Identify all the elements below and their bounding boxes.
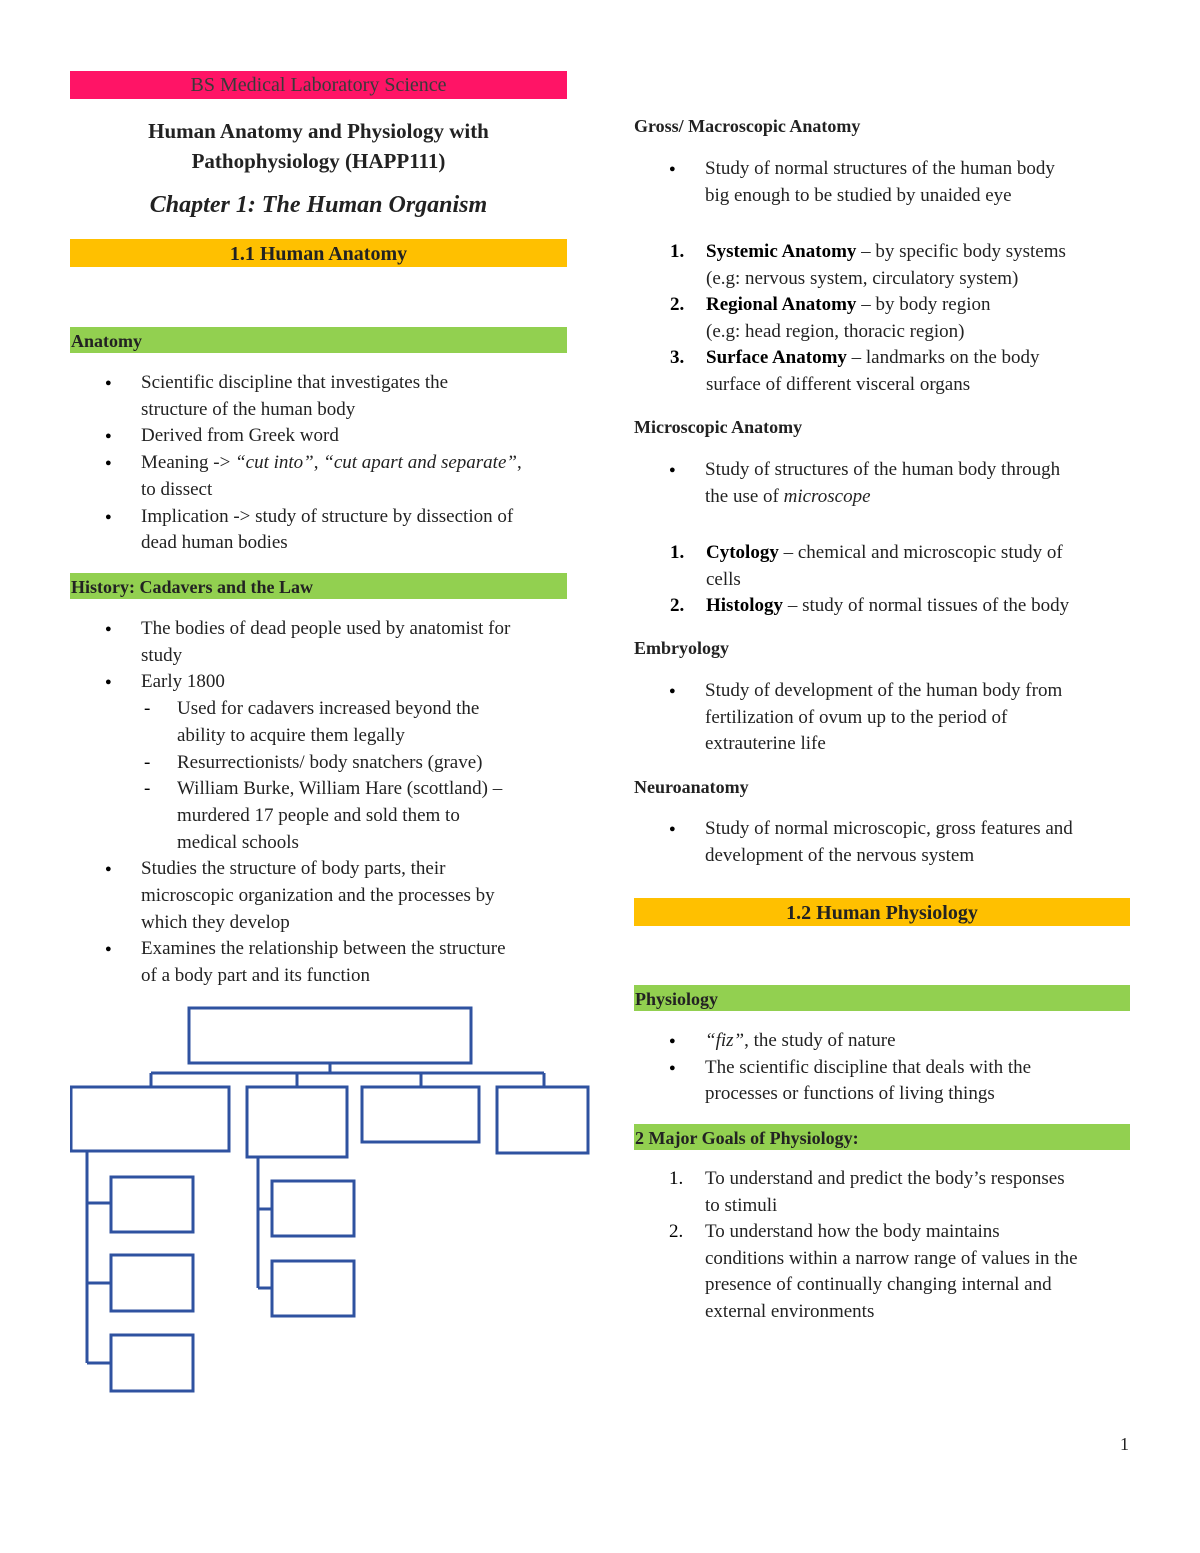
history-list [141,616,571,990]
neuroanatomy-list [705,816,1135,869]
list-item: ● “fiz”, the study of nature [705,1028,1135,1055]
list-item: - Resurrectionists/ body snatchers (grave) [177,750,571,777]
section-1-1-title: 1.1 Human Anatomy [70,239,567,267]
gross-anatomy-types [670,239,1136,398]
blank-hierarchy-diagram [70,1005,595,1400]
program-banner: BS Medical Laboratory Science [70,71,567,99]
diagram-box [497,1087,588,1153]
list-item: 1. Systemic Anatomy – by specific body systems (e.g: nervous system, circulatory system) [670,241,1066,289]
list-item: ● Studies the structure of body parts, their microscopic organization and the processes by which they develop [141,856,571,936]
list-item: 2. Regional Anatomy – by body region (e.g: head region, thoracic region) [670,294,991,342]
diagram-box [362,1087,479,1142]
gross-anatomy-heading: Gross/ Macroscopic Anatomy [634,116,861,136]
diagram-box [247,1087,347,1157]
list-item: ● Study of development of the human body from fertilization of ovum up to the period of extrauterine life [705,678,1135,758]
course-title-line2: Pathophysiology (HAPP111) [191,149,446,173]
list-item: ● Study of normal structures of the human body big enough to be studied by unaided eye [705,156,1135,209]
list-item: 3. Surface Anatomy – landmarks on the body surface of different visceral organs [670,347,1040,395]
physiology-list [705,1028,1135,1108]
list-item: - William Burke, William Hare (scottland) – murdered 17 people and sold them to medical schools [177,776,571,856]
list-item: ● Implication -> study of structure by dissection of dead human bodies [141,504,571,557]
history-heading: History: Cadavers and the Law [70,573,567,599]
list-item: ● Examines the relationship between the structure of a body part and its function [141,936,571,989]
list-item: ● Scientific discipline that investigates the structure of the human body [141,370,571,423]
physiology-heading: Physiology [634,985,1130,1011]
course-title-line1: Human Anatomy and Physiology with [148,119,489,143]
list-item: 1. To understand and predict the body’s responses to stimuli [669,1168,1065,1216]
list-item: 2. To understand how the body maintains conditions within a narrow range of values in the presence of continually changing internal and external environments [669,1221,1078,1322]
diagram-box [272,1261,354,1316]
gross-anatomy-list [705,156,1135,209]
list-item: ● The bodies of dead people used by anatomist for study [141,616,571,669]
page-number: 1 [1120,1434,1129,1454]
microscopic-anatomy-list [705,457,1135,510]
diagram-box [272,1181,354,1236]
list-item: ● Derived from Greek word [141,423,571,450]
list-item: - Used for cadavers increased beyond the ability to acquire them legally [177,696,571,749]
section-1-2-title: 1.2 Human Physiology [634,898,1130,926]
goals-heading: 2 Major Goals of Physiology: [634,1124,1130,1150]
neuroanatomy-heading: Neuroanatomy [634,777,749,797]
course-title [70,116,567,176]
diagram-box [111,1255,193,1311]
list-item: 2. Histology – study of normal tissues of the body [670,595,1070,616]
list-item: ● Study of normal microscopic, gross features and development of the nervous system [705,816,1135,869]
diagram-root-box [189,1008,471,1063]
list-item: ● Study of structures of the human body through the use of microscope [705,457,1135,510]
goals-list [669,1166,1135,1325]
list-item: 1. Cytology – chemical and microscopic study of cells [670,542,1063,590]
microscopic-anatomy-heading: Microscopic Anatomy [634,417,803,437]
embryology-list [705,678,1135,758]
list-item: ● The scientific discipline that deals with the processes or functions of living things [705,1055,1135,1108]
anatomy-heading: Anatomy [70,327,567,353]
anatomy-list [141,370,571,557]
microscopic-anatomy-types [670,540,1136,620]
diagram-box [71,1087,229,1151]
list-item: ● Meaning -> “cut into”, “cut apart and separate”, to dissect [141,450,571,503]
embryology-heading: Embryology [634,638,730,658]
chapter-title: Chapter 1: The Human Organism [149,192,488,218]
diagram-box [111,1335,193,1391]
diagram-box [111,1177,193,1232]
list-item: ● Early 1800 [141,669,571,696]
